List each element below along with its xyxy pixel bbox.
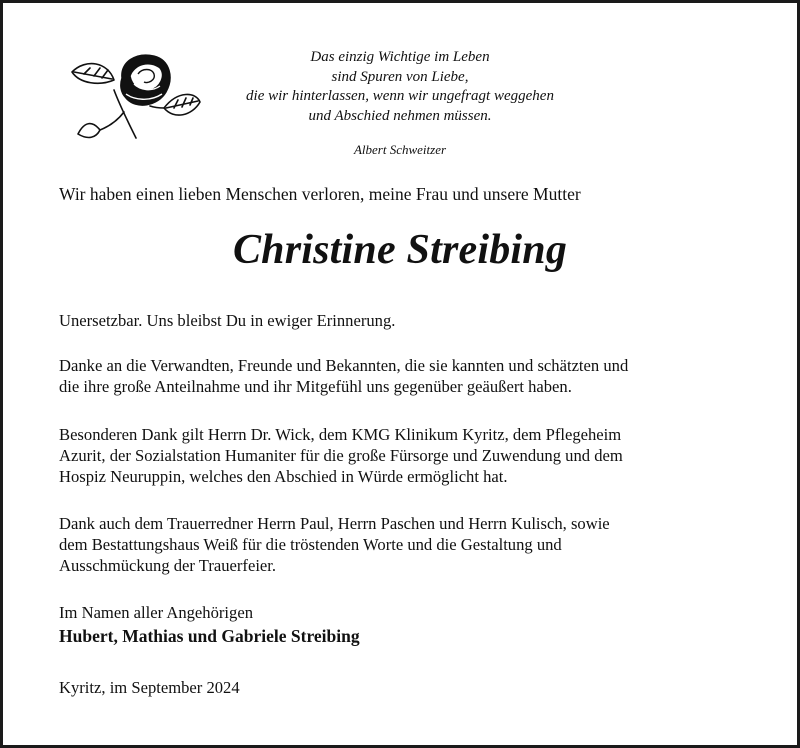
paragraph-line: Danke an die Verwandten, Freunde und Bekannten, die sie kannten und schätzten und [59, 356, 629, 375]
on-behalf-text: Im Namen aller Angehörigen [59, 603, 253, 622]
paragraph-thanks-funeral [59, 513, 759, 576]
rose-icon [64, 50, 204, 142]
quote-line: Das einzig Wichtige im Leben [310, 49, 490, 65]
paragraph-line: die ihre große Anteilnahme und ihr Mitgefühl uns gegenüber geäußert haben. [59, 377, 572, 396]
quote-line: die wir hinterlassen, wenn wir ungefragt weggehen [246, 88, 554, 104]
quote-line: sind Spuren von Liebe, [331, 68, 469, 85]
closing-on-behalf [59, 602, 759, 623]
paragraph-line: dem Bestattungshaus Weiß für die tröstenden Worte und die Gestaltung und [59, 535, 562, 554]
deceased-name: Christine Streibing [232, 227, 568, 273]
place-date-text: Kyritz, im September 2024 [59, 678, 240, 697]
paragraph-thanks-relatives [59, 355, 759, 397]
signers-names: Hubert, Mathias und Gabriele Streibing [59, 626, 360, 646]
paragraph-line: Ausschmückung der Trauerfeier. [59, 556, 277, 575]
paragraph-line: Unersetzbar. Uns bleibst Du in ewiger Erinnerung. [59, 311, 396, 330]
paragraph-thanks-care [59, 424, 759, 487]
paragraph-line: Besonderen Dank gilt Herrn Dr. Wick, dem KMG Klinikum Kyritz, dem Pflegeheim [59, 425, 622, 444]
paragraph-line: Azurit, der Sozialstation Humaniter für die große Fürsorge und Zuwendung und dem [59, 446, 623, 465]
closing-place-date [59, 677, 759, 698]
quote-line: und Abschied nehmen müssen. [308, 107, 492, 124]
intro-text: Wir haben einen lieben Menschen verloren, meine Frau und unsere Mutter [59, 184, 581, 204]
paragraph-remembrance [59, 310, 759, 331]
quote-block [200, 48, 600, 126]
quote-author: Albert Schweitzer [353, 142, 447, 157]
paragraph-line: Dank auch dem Trauerredner Herrn Paul, Herrn Paschen und Herrn Kulisch, sowie [59, 514, 610, 533]
paragraph-line: Hospiz Neuruppin, welches den Abschied in Würde ermöglicht hat. [59, 467, 508, 486]
